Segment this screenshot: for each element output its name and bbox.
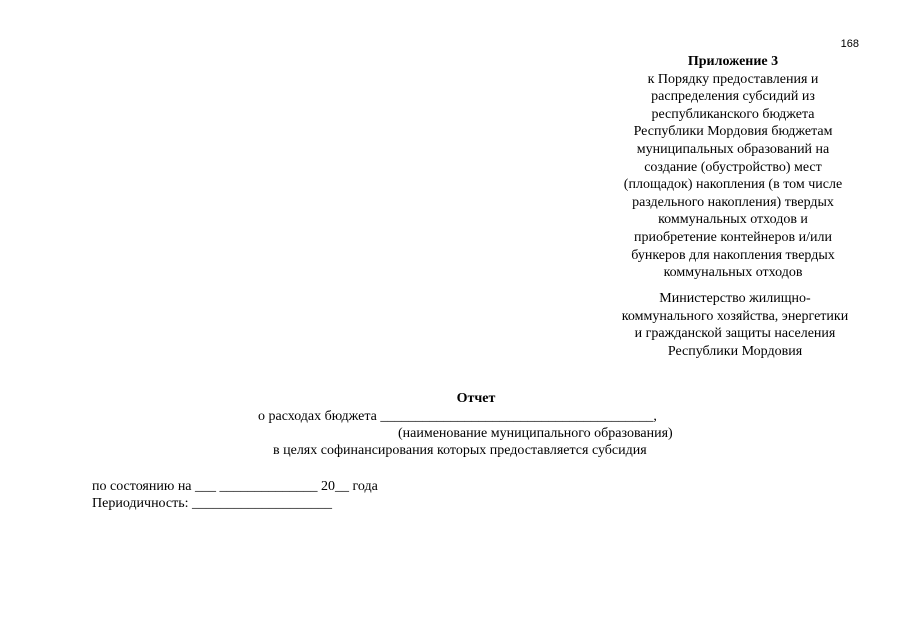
municipality-caption: (наименование муниципального образования)	[398, 426, 673, 441]
appendix-line: коммунальных отходов и	[658, 212, 808, 228]
page-number: 168	[840, 38, 859, 50]
appendix-line: распределения субсидий из	[651, 89, 815, 105]
appendix-title: Приложение 3	[687, 54, 779, 69]
ministry-line: и гражданской защиты населения	[634, 326, 836, 342]
appendix-line: создание (обустройство) мест	[644, 159, 822, 175]
report-title: Отчет	[456, 391, 496, 406]
appendix-line: коммунальных отходов	[663, 265, 803, 281]
appendix-line: муниципальных образований на	[636, 141, 830, 157]
appendix-line: Республики Мордовия бюджетам	[633, 124, 833, 140]
appendix-line: приобретение контейнеров и/или	[634, 229, 832, 245]
appendix-line: бункеров для накопления твердых	[631, 247, 835, 263]
appendix-line: республиканского бюджета	[651, 106, 815, 122]
budget-expenses-line: о расходах бюджета _______________________________________,	[258, 409, 657, 424]
periodicity-line: Периодичность: ____________________	[92, 496, 333, 511]
report-date-line: по состоянию на ___ ______________ 20__ года	[92, 479, 378, 494]
appendix-line: (площадок) накопления (в том числе	[623, 177, 843, 193]
ministry-recipient	[608, 290, 862, 360]
subsidy-purpose-line: в целях софинансирования которых предоставляется субсидия	[273, 443, 647, 458]
appendix-header	[608, 53, 858, 282]
appendix-line: раздельного накопления) твердых	[632, 194, 834, 210]
ministry-line: Министерство жилищно-	[659, 291, 811, 306]
ministry-line: коммунального хозяйства, энергетики	[621, 308, 849, 324]
appendix-line: к Порядку предоставления и	[647, 71, 819, 87]
ministry-line: Республики Мордовия	[667, 343, 803, 359]
